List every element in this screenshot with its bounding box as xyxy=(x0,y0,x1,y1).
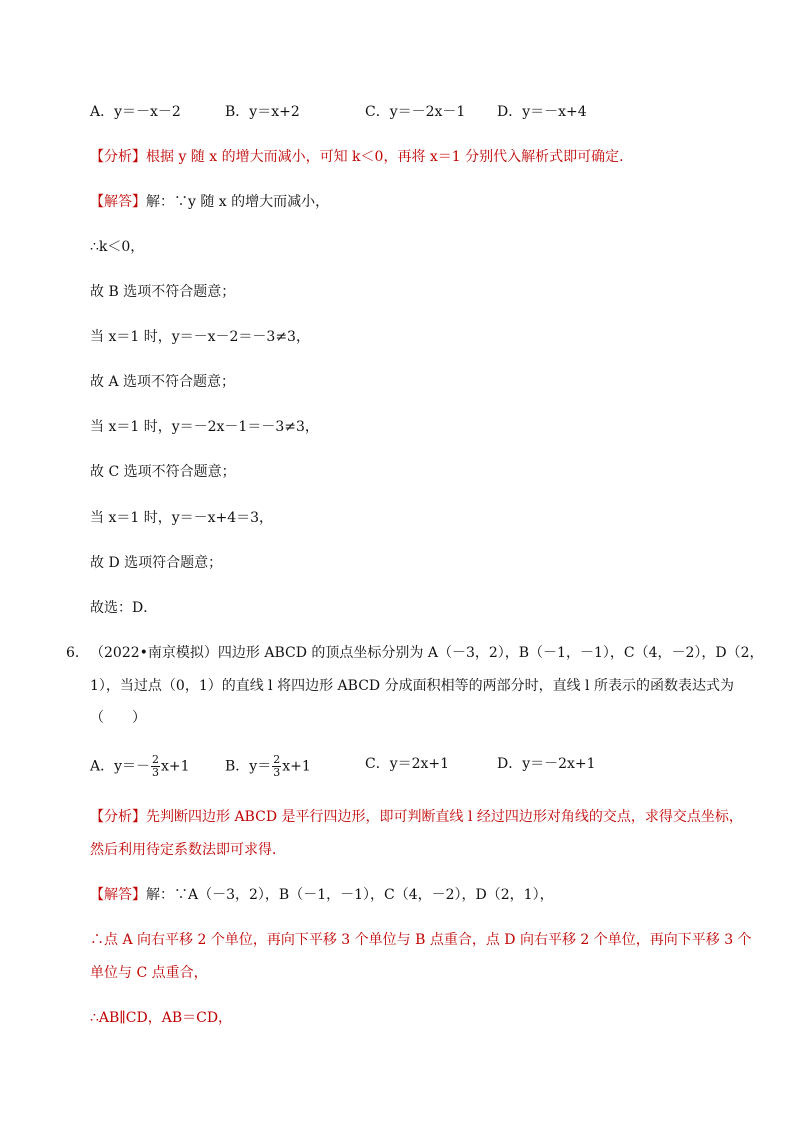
q5-option-a: A．y＝－x－2 xyxy=(90,104,181,120)
q6-option-b: B．y＝ $\frac{2}{3}$ x+1 xyxy=(225,753,311,779)
q6-option-c: C．y＝2x+1 xyxy=(365,756,450,772)
q5-step: ∴k＜0， xyxy=(90,239,145,255)
q5-step: 当 x＝1 时，y＝－x+4＝3， xyxy=(90,510,274,526)
q5-step: 故 B 选项不符合题意； xyxy=(90,284,236,300)
q5-option-b: B．y＝x+2 xyxy=(225,104,300,120)
q5-step: 故 C 选项不符合题意； xyxy=(90,464,236,480)
q5-step: 故 D 选项符合题意； xyxy=(90,555,223,571)
q6-step1-line1: ∴点 A 向右平移 2 个单位，再向下平移 3 个单位与 B 点重合，点 D 向右平移 2 个单位，再向下平移 3 个 xyxy=(90,932,752,948)
analysis-text: 根据 y 随 x 的增大而减小，可知 k＜0，再将 x＝1 分别代入解析式即可确定． xyxy=(146,149,634,165)
answer-tag: 【解答】 xyxy=(90,194,146,210)
q6-number: 6． xyxy=(66,645,89,661)
q5-analysis xyxy=(90,147,633,167)
q6-step1-line2: 单位与 C 点重合， xyxy=(90,965,208,981)
analysis-tag: 【分析】 xyxy=(90,809,146,825)
answer-lead: 解：∵y 随 x 的增大而减小， xyxy=(146,194,330,210)
q6-stem-line2: 1），当过点（0，1）的直线 l 将四边形 ABCD 分成面积相等的两部分时，直线 l 所表示的函数表达式为 xyxy=(90,678,734,694)
q6-answer: 【解答】解：∵A（－3，2），B（－1，－1），C（4，－2），D（2，1）， xyxy=(90,887,554,903)
answer-tag: 【解答】 xyxy=(90,887,146,903)
q5-option-d: D．y＝－x+4 xyxy=(497,104,587,120)
q5-step: 故选：D． xyxy=(90,600,158,616)
q5-option-c: C．y＝－2x－1 xyxy=(365,104,466,120)
q5-answer xyxy=(90,192,329,212)
q6-stem-line3: （ ） xyxy=(90,710,146,726)
q5-step: 当 x＝1 时，y＝－2x－1＝－3≠3， xyxy=(90,419,319,435)
q6-option-a: A．y＝－ $\frac{2}{3}$ x+1 xyxy=(90,753,190,779)
fraction: $\frac{2}{3}$ xyxy=(273,753,281,779)
analysis-tag: 【分析】 xyxy=(90,149,146,165)
q5-step: 故 A 选项不符合题意； xyxy=(90,374,236,390)
q6-analysis-line2: 然后利用待定系数法即可求得． xyxy=(90,842,286,858)
fraction: $\frac{2}{3}$ xyxy=(152,753,160,779)
q6-analysis-line1: 【分析】先判断四边形 ABCD 是平行四边形，即可判断直线 l 经过四边形对角线的交点，求得交点坐标， xyxy=(90,809,743,825)
q6-stem-line1: （2022•南京模拟）四边形 ABCD 的顶点坐标分别为 A（－3，2），B（－1，－1），C（4，－2），D（2， xyxy=(90,645,764,661)
q5-step: 当 x＝1 时，y＝－x－2＝－3≠3， xyxy=(90,329,310,345)
q6-step2: ∴AB∥CD，AB＝CD， xyxy=(90,1010,233,1026)
q6-option-d: D．y＝－2x+1 xyxy=(497,756,596,772)
